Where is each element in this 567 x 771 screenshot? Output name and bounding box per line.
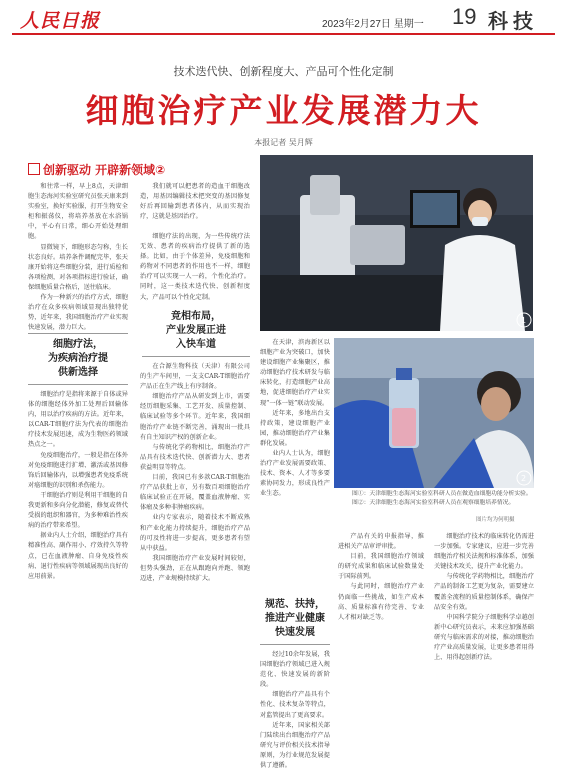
lab-photo-2-illustration <box>334 338 534 488</box>
body-column-2 <box>140 182 250 230</box>
subhead-line: 快速发展 <box>275 627 315 638</box>
subhead-rule <box>142 356 250 357</box>
paragraph: 目前，我国已有多款CAR-T细胞治疗产品获批上市，另有数百项细胞治疗临床试验正在开展，覆盖血液肿瘤、实体瘤及多种非肿瘤疾病。 <box>140 474 250 512</box>
paragraph: 细胞治疗是指将来源于自体或异体的细胞经体外加工处理后回输体内，用以治疗疾病的方法。近年来，以CAR-T细胞疗法为代表的细胞治疗技术发展迅速，成为生物医药领域热点之一。 <box>28 391 128 449</box>
body-column-3 <box>260 338 330 538</box>
paragraph: 细胞疗法的出现，为一些传统疗法无效、患者的疾病治疗提供了新的选择。比如，由于个体差异，免疫细胞和药物对不同患者的作用也不一样，细胞治疗可以实现一人一药，个性化治疗。同时，这一类技术迭代快、创新程度大，产品可以个性化定制。 <box>140 233 250 301</box>
paragraph: 作为一种新兴的治疗方式，细胞治疗在众多疾病领域显现出独特优势，近年来，我国细胞治疗产业实现快速发展，潜力巨大。 <box>28 294 128 332</box>
paragraph: 与传统化学药物相比，细胞治疗产品具有技术迭代快、创新潜力大、患者获益明显等特点。 <box>140 443 250 471</box>
subhead-rule <box>260 644 330 645</box>
paragraph: 产品有关的申报指导，推进相关产品审评审批。 <box>338 533 424 551</box>
paragraph: 我国细胞治疗产业发展时间较短，但势头强劲，正在从跟跑向并跑、领跑迈进，产业规模持续扩大。 <box>140 554 250 582</box>
paragraph: 和往常一样，早上8点，天津细胞生态海河实验室研究员张天康来到实验室，换好实验服，打开生物安全柜和振荡仪，将培养基放在水浴锅中，平心有日常，细心开始处理细胞。 <box>28 183 128 241</box>
subhead-line: 入快车道 <box>176 339 216 350</box>
masthead-rule <box>12 33 555 35</box>
subhead-line: 细胞疗法， <box>53 339 103 350</box>
body-column-4 <box>338 532 424 722</box>
subhead-rule <box>28 384 128 385</box>
paragraph: 显微镜下，细胞形态匀称，生长状态良好。培养条件调配完毕，张天康开始将这些细胞分装，进行质检和各项检测，对各项指标进行验证，确保细胞质量合格后，送往临床。 <box>28 243 128 291</box>
subhead-1 <box>28 338 128 380</box>
lab-photo-microscope <box>260 155 533 331</box>
masthead <box>0 0 567 36</box>
subhead-line: 产业发展正进 <box>166 325 226 336</box>
body-column-2b <box>140 232 250 302</box>
paragraph: 免疫细胞治疗，一般是指在体外对免疫细胞进行扩增、激活或基因修饰后回输体内，以增强患者免疫系统对癌细胞的识别和杀伤能力。 <box>28 451 128 489</box>
subhead-3 <box>260 598 330 640</box>
subhead-line: 推进产业健康 <box>265 613 325 624</box>
paragraph: 在合源生物科技（天津）有限公司的生产车间里，一支支CAR-T细胞治疗产品正在生产线上有序制备。 <box>140 363 250 391</box>
lab-photo-culture-bottle <box>334 338 534 488</box>
headline: 细胞治疗产业发展潜力大 <box>85 91 482 130</box>
body-column-3b <box>260 650 330 770</box>
paragraph: 细胞治疗产品具有个性化、技术复杂等特点，对监管提出了更高要求。 <box>260 691 330 719</box>
paragraph: 中国科学院分子细胞科学卓越创新中心研究员表示，未来应加强基础研究与临床需求的对接，推动细胞治疗产业高质量发展，让更多患者用得上、用得起创新疗法。 <box>434 613 534 662</box>
paragraph: 与此同时，细胞治疗产业仍面临一些挑战，如生产成本高、质量标准有待完善、专业人才相对缺乏等。 <box>338 583 424 621</box>
svg-text:1: 1 <box>521 316 527 325</box>
paragraph: 与传统化学药物相比，细胞治疗产品的制备工艺更为复杂，需要建立覆盖全流程的质量控制体系，确保产品安全有效。 <box>434 573 534 611</box>
svg-text:2: 2 <box>521 474 527 483</box>
paragraph: 细胞治疗技术的临床转化仍需进一步加强。专家建议，应进一步完善细胞治疗相关法规和标准体系，加强关键技术攻关，提升产业化能力。 <box>434 533 534 571</box>
paragraph: 我们就可以把患者的造血干细胞改造，用基因编辑技术把突变的基因修复好后再回输到患者体内，从而实现治疗，这就是基因治疗。 <box>140 183 250 221</box>
paragraph: 据业内人士介绍，细胞治疗具有精准性高、副作用小、疗效持久等特点，已在血液肿瘤、自身免疫性疾病、退行性疾病等领域展现出良好的应用前景。 <box>28 532 128 580</box>
paragraph: 近年来，国家相关部门陆续出台细胞治疗产品研究与评价相关技术指导原则，为行业规范发展提供了遵循。 <box>260 721 330 770</box>
series-label-text: 创新驱动 开辟新领域② <box>43 163 166 177</box>
body-column-2c <box>140 362 250 720</box>
dateline: 2023年2月27日 星期一 <box>322 19 424 30</box>
paragraph: 在天津，滨海新区以细胞产业为突破口，加快建设细胞产业集聚区，推动细胞治疗技术研发与临床转化，打造细胞产业高地，促进细胞治疗产业实现“一体一链”联动发展。 <box>260 339 330 407</box>
paragraph: 干细胞治疗则是利用干细胞的自我更新和多向分化潜能，修复或替代受损的组织和器官，为多种难治性疾病的治疗带来希望。 <box>28 491 128 530</box>
paragraph: 细胞治疗产品从研发到上市，需要经历细胞采集、工艺开发、质量控制、临床试验等多个环节。近年来，我国细胞治疗产业链不断完善，涌现出一批具有自主知识产权的创新企业。 <box>140 393 250 441</box>
paragraph: 业内人士认为，细胞治疗产业发展需要政策、技术、资本、人才等多要素协同发力，形成良性产业生态。 <box>260 450 330 498</box>
body-column-5 <box>434 532 534 722</box>
body-column-1 <box>28 182 128 332</box>
subhead-line: 为疾病治疗提 <box>48 353 108 364</box>
kicker: 技术迭代快、创新程度大、产品可个性化定制 <box>173 65 394 78</box>
page-number: 19 <box>452 4 477 29</box>
subhead-line: 供新选择 <box>58 367 98 378</box>
paragraph: 目前，我国细胞治疗领域的研究成果和临床试验数量处于国际前列。 <box>338 553 424 581</box>
paragraph: 业内专家表示，随着技术不断成熟和产业化能力持续提升，细胞治疗产品的可及性将进一步提高，更多患者有望从中获益。 <box>140 514 250 552</box>
byline: 本报记者 吴月辉 <box>254 138 313 147</box>
photo-caption: 图①：天津细胞生态海河实验室科研人员在做造血细胞功能分析实验。 图②：天津细胞生态海河实验室科研人员在观察细胞培养情况。 <box>352 491 532 506</box>
subhead-rule <box>28 333 128 334</box>
newspaper-logo: 人民日报 <box>20 10 101 32</box>
paragraph: 近年来，多地出台支持政策，建设细胞产业园，推动细胞治疗产业集群化发展。 <box>260 409 330 447</box>
section-title: 科技 <box>488 9 538 33</box>
body-column-1b <box>28 390 128 720</box>
series-label <box>28 161 165 178</box>
paragraph: 经过10余年发展，我国细胞治疗领域已进入规范化、快速发展的新阶段。 <box>260 651 330 689</box>
subhead-2 <box>142 310 250 352</box>
subhead-line: 规范、扶持， <box>265 599 325 610</box>
subhead-line: 竞相布局， <box>171 311 221 322</box>
square-bullet-icon <box>28 163 40 175</box>
photo-credit: 图片均为何明摄 <box>476 517 515 523</box>
lab-photo-1-illustration <box>260 155 533 331</box>
